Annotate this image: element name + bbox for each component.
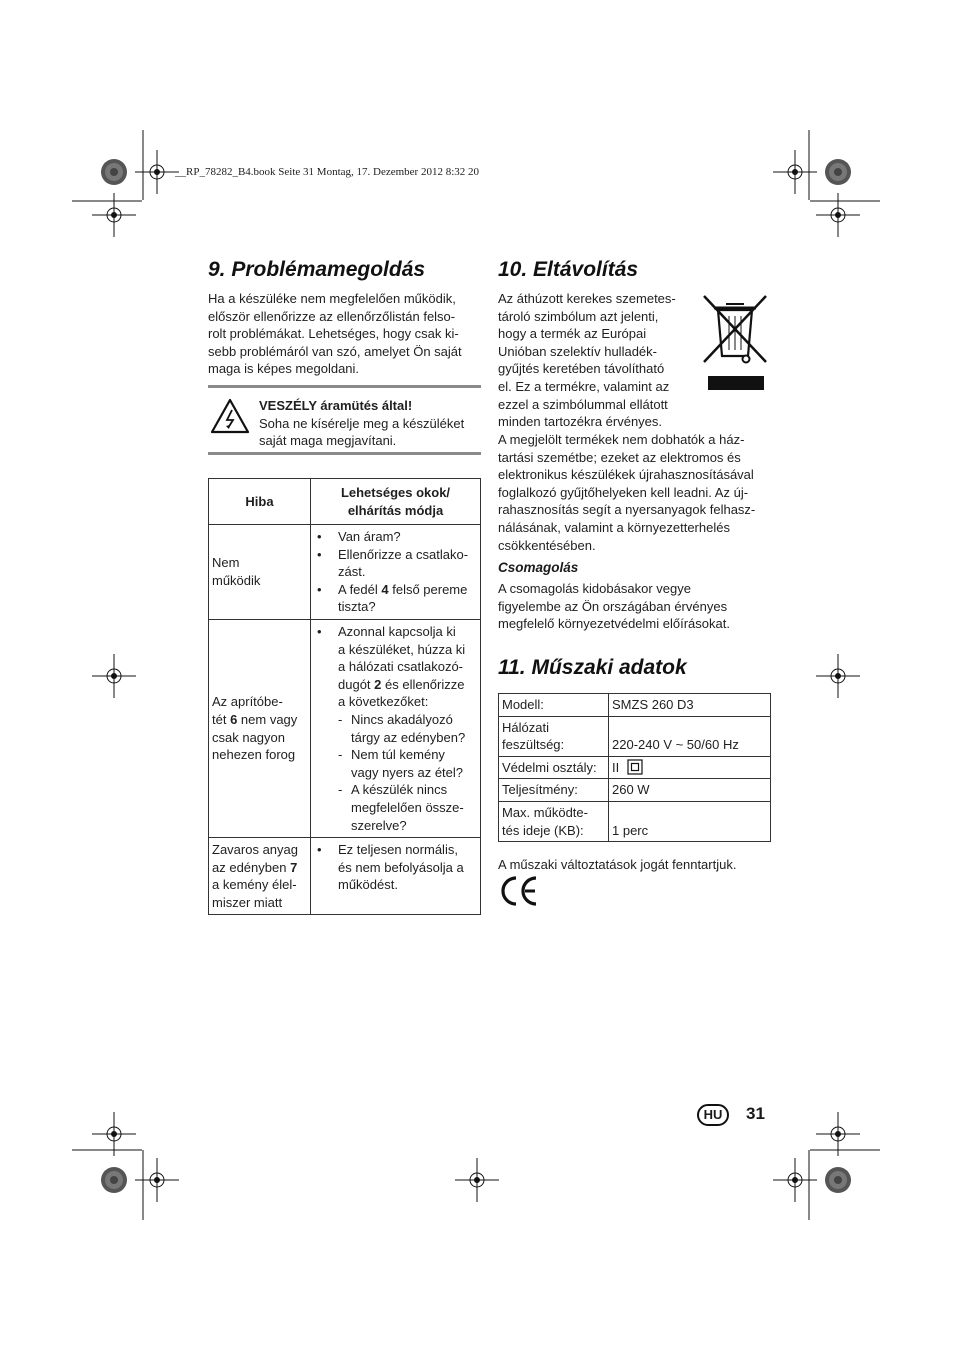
- spec-value: 260 W: [609, 779, 771, 802]
- list-item: • Ez teljesen normális, és nem befolyásolja a működést.: [317, 842, 464, 893]
- table-row: [209, 525, 481, 620]
- list-item: • Van áram?: [317, 529, 401, 544]
- spec-label: Modell:: [499, 694, 609, 717]
- table-row: [499, 716, 771, 756]
- table-row: [499, 801, 771, 841]
- table-row: [209, 838, 481, 915]
- section-11-title: 11. Műszaki adatok: [498, 656, 687, 679]
- spec-value: 220-240 V ~ 50/60 Hz: [609, 716, 771, 756]
- section-9-title: 9. Problémamegoldás: [208, 258, 426, 281]
- section-10-text-a: Az áthúzott kerekes szemetes- tároló szimbólum azt jelenti, hogy a termék az Európai Unióban szelektív hulladék- gyűjtés keretében távolítható el. Ez a termékre, valamint az ezzel a szimbólummal ellátott minden tartozékra érvényes.: [498, 291, 676, 430]
- spec-label: Hálózati feszültség:: [499, 716, 609, 756]
- sub-list-item: - A készülék nincs megfelelően össze- szerelve?: [338, 782, 464, 833]
- table-row: [209, 619, 481, 837]
- warning-title: VESZÉLY áramütés által!: [259, 398, 413, 413]
- packaging-text: A csomagolás kidobásakor vegye figyelembe az Ön országában érvényes megfelelő környezetvédelmi előírásokat.: [498, 581, 730, 632]
- language-badge: HU: [697, 1104, 729, 1126]
- table-header-row: [209, 479, 481, 525]
- causes-cell: [311, 619, 481, 837]
- section-9-intro: Ha a készüléke nem megfelelően működik, először ellenőrizze az ellenőrzőlistán felso- rolt problémákat. Lehetséges, hogy csak ki- sebb problémáról van szó, amelyet Ön saját maga is képes megoldani.: [208, 291, 462, 377]
- ce-mark-icon: [499, 874, 541, 908]
- table-row: [499, 779, 771, 802]
- warning-bottom-rule: [208, 452, 481, 455]
- spec-value: II: [609, 756, 771, 779]
- section-10-text-b: A megjelölt termékek nem dobhatók a ház- tartási szemétbe; ezeket az elektromos és elektronikus készülékek újrahasznosításával foglalkozó gyűjtőhelyeken kell leadni. Az új- rahasznosítás segít a nyersanyagok felhasz- nálásának, valamint a környezetterhelés csökkentésében.: [498, 432, 756, 553]
- troubleshooting-table: [208, 478, 481, 915]
- table-row: [499, 694, 771, 717]
- fault-cell: Zavaros anyag az edényben 7 a kemény élel- miszer miatt: [209, 838, 311, 915]
- warning-electric-icon: [210, 398, 250, 434]
- list-item: • Ellenőrizze a csatlako- zást.: [317, 546, 469, 580]
- sub-list-item: - Nem túl kemény vagy nyers az étel?: [338, 747, 464, 780]
- print-file-header: __RP_78282_B4.book Seite 31 Montag, 17. Dezember 2012 8:32 20: [175, 166, 480, 178]
- technical-changes-note: A műszaki változtatások jogát fenntartjuk.: [498, 857, 737, 872]
- column-header-fault: Hiba: [209, 479, 311, 525]
- fault-cell: Az aprítóbe- tét 6 nem vagy csak nagyon nehezen forog: [209, 619, 311, 837]
- page-number: 31: [746, 1104, 765, 1123]
- technical-data-table: [498, 693, 771, 842]
- warning-block: VESZÉLY áramütés által! Soha ne kísérelje meg a készüléket saját maga megjavítani.: [259, 397, 484, 450]
- section-10-title: 10. Eltávolítás: [498, 258, 639, 281]
- spec-label: Max. működte- tés ideje (KB):: [499, 801, 609, 841]
- list-item: • Azonnal kapcsolja ki a készüléket, húzza ki a hálózati csatlakozó- dugót 2 és ellenőrizze a következőket: - Nincs akadályozó tárgy az edényben? - Nem túl kemény vagy nyers az étel? - A készülék nincs megfelelően össze- szerelve?: [314, 623, 477, 834]
- spec-value: SMZS 260 D3: [609, 694, 771, 717]
- weee-crossed-bin-icon: [700, 292, 770, 392]
- causes-cell: [311, 838, 481, 915]
- causes-cell: [311, 525, 481, 620]
- packaging-heading: Csomagolás: [498, 560, 579, 575]
- list-item: • A fedél 4 felső pereme tiszta?: [317, 581, 468, 615]
- table-row: [499, 756, 771, 779]
- spec-label: Védelmi osztály:: [499, 756, 609, 779]
- spec-value: 1 perc: [609, 801, 771, 841]
- fault-cell: Nem működik: [209, 525, 311, 620]
- warning-top-rule: [208, 385, 481, 388]
- protection-class-ii-icon: [627, 759, 643, 775]
- sub-list-item: - Nincs akadályozó tárgy az edényben?: [338, 711, 466, 745]
- column-header-causes: Lehetséges okok/ elhárítás módja: [311, 479, 481, 525]
- spec-label: Teljesítmény:: [499, 779, 609, 802]
